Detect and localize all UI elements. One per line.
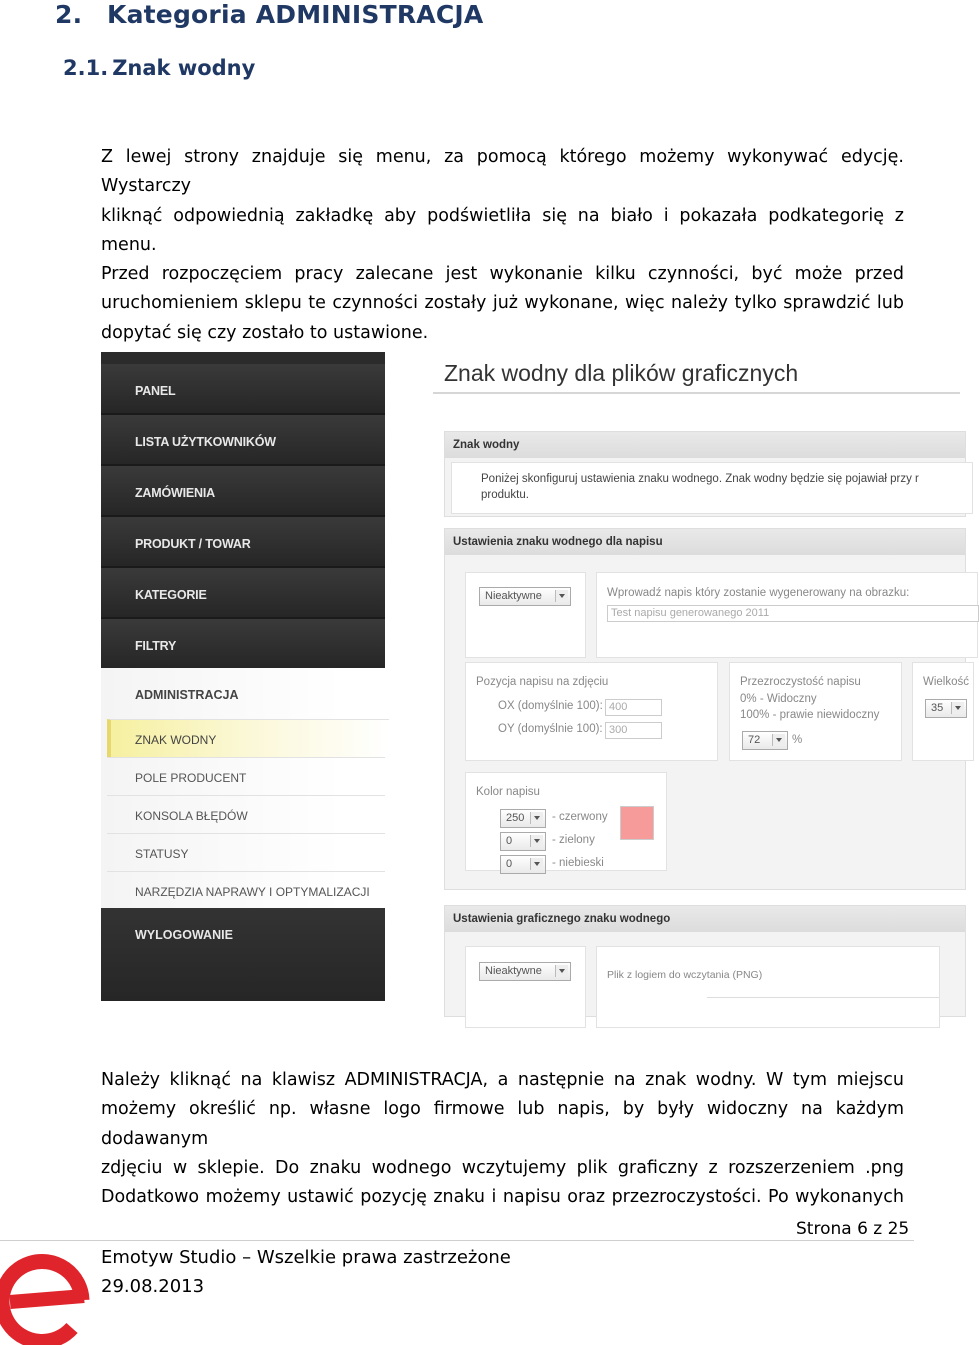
submenu-item-watermark[interactable]: ZNAK WODNY [107,719,389,757]
intro-line: Z lewej strony znajduje się menu, za pomocą którego możemy wykonywać edycję. Wystarczy [101,147,904,197]
chevron-down-icon [555,965,568,977]
submenu-item-error-console[interactable]: KONSOLA BŁĘDÓW [107,795,385,833]
transparency-box: Przezroczystość napisu 0% - Widoczny 100% - prawie niewidoczny 72 % [729,662,902,761]
body-line: Należy kliknąć na klawisz ADMINISTRACJA, a następnie na znak wodny. W tym miejscu [101,1070,904,1090]
menu-item-products[interactable]: PRODUKT / TOWAR [101,517,385,568]
intro-line: dopytać się czy zostało to ustawione. [101,322,429,343]
emotyw-logo-icon [0,1250,92,1345]
section-heading [55,0,483,29]
intro-paragraph [101,143,904,348]
blue-select[interactable]: 0 [500,855,546,874]
transparency-select[interactable]: 72 [742,731,788,750]
info-box: Poniżej skonfiguruj ustawienia znaku wodnego. Znak wodny będzie się pojawiał przy r produktu. [451,462,973,514]
menu-item-logout[interactable]: WYLOGOWANIE [101,908,385,1001]
footer-company: Emotyw Studio – Wszelkie prawa zastrzeżone [101,1247,511,1268]
administration-label: ADMINISTRACJA [135,688,239,702]
position-box: Pozycja napisu na zdjęciu OX (domyślnie 100): 400 OY (domyślnie 100): 300 [465,662,718,761]
body-line: Dodatkowo możemy ustawić pozycję znaku i napisu oraz przezroczystości. Po wykonanych [101,1187,904,1208]
admin-sidebar [101,352,385,1001]
body-line: zdjęciu w sklepie. Do znaku wodnego wczytujemy plik graficzny z rozszerzeniem .png [101,1157,904,1178]
submenu-item-statuses[interactable]: STATUSY [107,833,385,871]
menu-item-filters[interactable]: FILTRY [101,619,385,670]
chevron-down-icon [951,702,964,714]
chevron-down-icon [555,590,568,602]
oy-input[interactable]: 300 [605,722,662,739]
watermark-info-panel [444,431,966,517]
color-box: Kolor napisu 250 - czerwony 0 - zielony 0 - niebieski [465,772,667,871]
status-select[interactable]: Nieaktywne [479,587,571,606]
image-watermark-panel [444,905,966,1017]
image-status-select[interactable]: Nieaktywne [479,962,571,981]
panel-header: Ustawienia graficznego znaku wodnego [445,906,965,932]
ox-input[interactable]: 400 [605,699,662,716]
chevron-down-icon [530,835,543,847]
chevron-down-icon [772,734,785,746]
submenu-item-repair-tools[interactable]: NARZĘDZIA NAPRAWY I OPTYMALIZACJI [107,871,385,909]
body-paragraph [101,1066,904,1212]
menu-item-users[interactable]: LISTA UŻYTKOWNIKÓW [101,415,385,466]
file-box: Plik z logiem do wczytania (PNG) [596,946,940,1028]
watermark-text-input[interactable]: Test napisu generowanego 2011 [607,605,979,622]
title-divider [433,392,960,394]
footer-divider [0,1240,914,1241]
text-watermark-panel [444,528,970,890]
status-box [465,572,586,658]
size-box: Wielkość 35 [912,662,974,761]
intro-line: kliknąć odpowiednią zakładkę aby podświetliła się na biało i pokazała podkategorię z menu. [101,205,904,255]
subsection-number: 2.1. [63,56,109,80]
status-box [465,946,586,1028]
intro-line: Przed rozpoczęciem pracy zalecane jest wykonanie kilku czynności, być może przed [101,264,904,285]
red-select[interactable]: 250 [500,809,546,828]
chevron-down-icon [530,812,543,824]
page-title: Znak wodny dla plików graficznych [444,360,799,386]
page-number: Strona 6 z 25 [796,1219,910,1239]
menu-item-orders[interactable]: ZAMÓWIENIA [101,466,385,517]
section-title: Kategoria ADMINISTRACJA [107,0,484,29]
intro-line: uruchomieniem sklepu te czynności zostały już wykonane, więc należy tylko sprawdzić lub [101,293,904,314]
panel-header: Ustawienia znaku wodnego dla napisu [445,529,965,555]
menu-item-categories[interactable]: KATEGORIE [101,568,385,619]
green-select[interactable]: 0 [500,832,546,851]
footer-date: 29.08.2013 [101,1276,205,1297]
subsection-title: Znak wodny [112,56,256,80]
panel-header: Znak wodny [445,432,965,458]
admin-screenshot [101,352,970,1001]
body-line: możemy określić np. własne logo firmowe lub napis, by były widoczny na każdym dodawanym [101,1099,904,1149]
size-select[interactable]: 35 [925,699,967,718]
section-number: 2. [55,0,83,29]
menu-item-administration[interactable] [101,668,385,908]
color-swatch [620,806,654,840]
text-box: Wprowadź napis który zostanie wygenerowany na obrazku: Test napisu generowanego 2011 [596,572,978,658]
menu-item-panel[interactable]: PANEL [101,364,385,415]
file-divider [707,997,939,998]
submenu-item-producer[interactable]: POLE PRODUCENT [107,757,385,795]
subsection-heading [63,56,255,80]
chevron-down-icon [530,858,543,870]
